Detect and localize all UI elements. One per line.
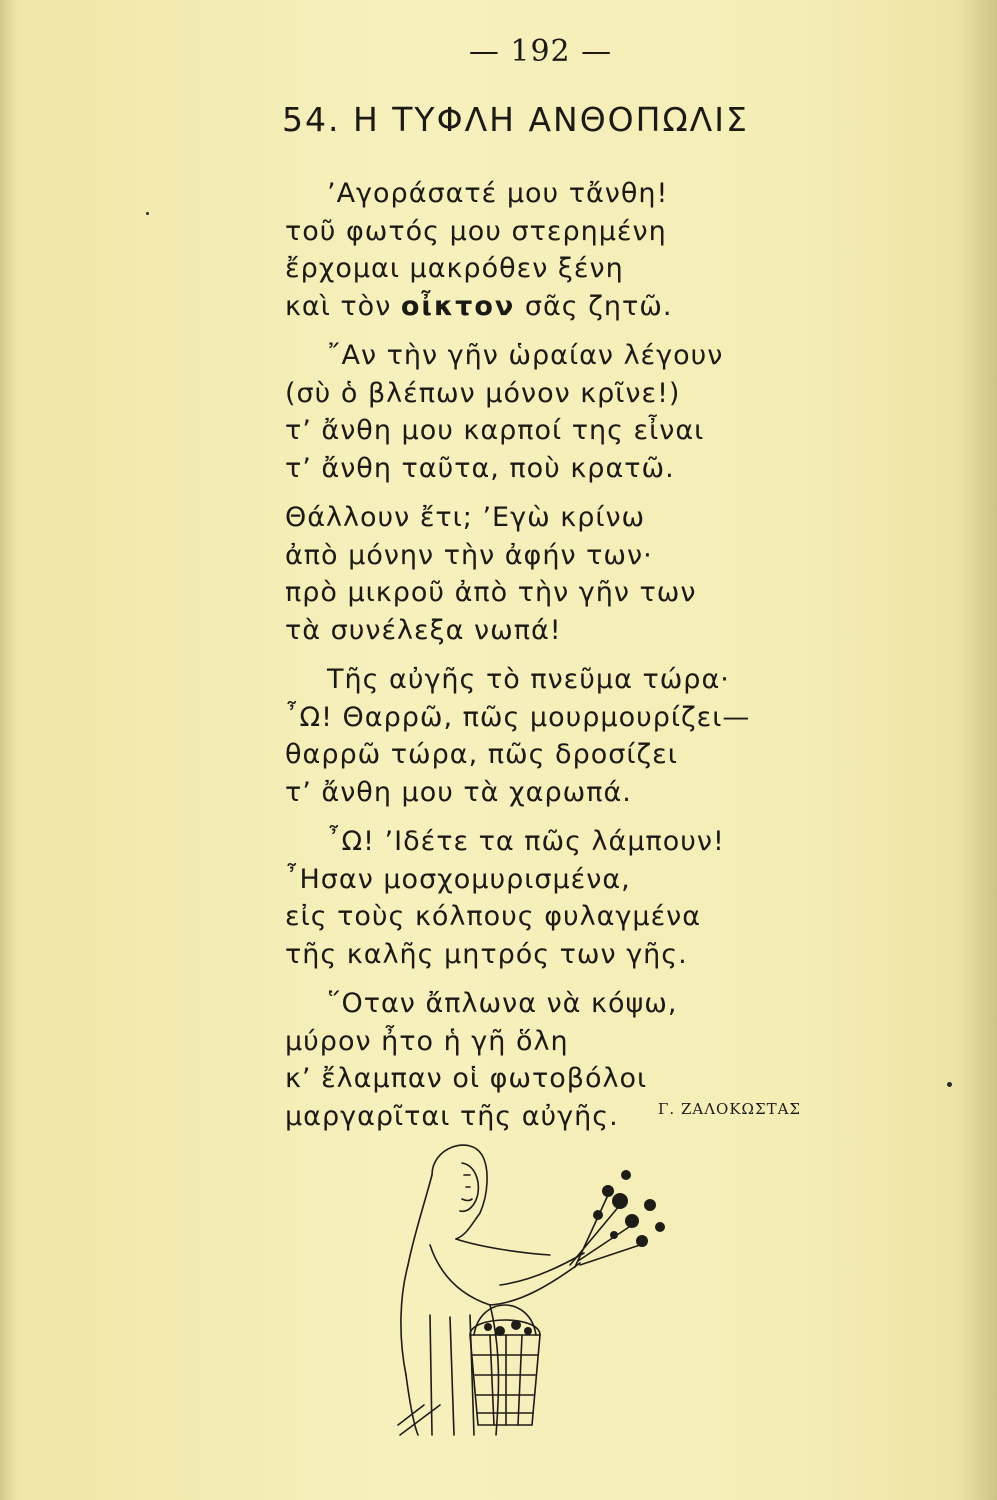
poem-line: τ’ ἄνθη μου τὰ χαρωπά. xyxy=(285,776,632,808)
poem-line xyxy=(285,288,805,326)
flower-seller-illustration xyxy=(370,1135,690,1445)
poem-line: ῏Ω! ’Ιδέτε τα πῶς λάμπουν! xyxy=(327,826,725,857)
margin-mark xyxy=(146,212,149,215)
poem-line: ῏Ω! Θαρρῶ, πῶς μουρμουρίζει— xyxy=(285,701,751,733)
emphasized-word: οἶκτον xyxy=(400,290,516,322)
stanza xyxy=(285,175,805,325)
stanza xyxy=(285,499,805,649)
poem-line: Τῆς αὐγῆς τὸ πνεῦμα τώρα· xyxy=(327,664,730,695)
poem-line: ἀπὸ μόνην τὴν ἀφήν των· xyxy=(285,539,653,571)
poem-title: 54. Η ΤΥΦΛΗ ΑΝΘΟΠΩΛΙΣ xyxy=(282,100,749,139)
page-number: — 192 — xyxy=(468,34,613,69)
poem-line: τῆς καλῆς μητρός των γῆς. xyxy=(285,938,688,970)
stanza xyxy=(285,337,805,487)
poem-line: Θάλλουν ἔτι; ’Εγὼ κρίνω xyxy=(285,502,646,533)
poem-line: ἔρχομαι μακρόθεν ξένη xyxy=(285,253,624,284)
poem-line: τ’ ἄνθη μου καρποί της εἶναι xyxy=(285,415,705,446)
poem-line: ῏Ησαν μοσχομυρισμένα, xyxy=(285,863,631,895)
line-start: καὶ τὸν xyxy=(285,290,401,322)
page-shadow-right xyxy=(957,0,997,1500)
poem-line: εἰς τοὺς κόλπους φυλαγμένα xyxy=(285,901,702,932)
poem-line: ῞Οταν ἄπλωνα νὰ κόψω, xyxy=(327,988,678,1019)
poem-line: πρὸ μικροῦ ἀπὸ τὴν γῆν των xyxy=(285,577,697,608)
poem-line: μαργαρῖται τῆς αὐγῆς. xyxy=(285,1100,619,1132)
stanza xyxy=(285,661,805,811)
line-end: σᾶς ζητῶ. xyxy=(515,290,673,322)
poem-line: ’Αγοράσατέ μου τἄνθη! xyxy=(327,178,669,209)
poem-line: κ’ ἔλαμπαν οἱ φωτοβόλοι xyxy=(285,1063,648,1094)
poem-body xyxy=(285,175,805,1147)
poem-line: (σὺ ὁ βλέπων μόνον κρῖνε!) xyxy=(285,377,681,409)
stanza xyxy=(285,823,805,973)
poem-line: θαρρῶ τώρα, πῶς δροσίζει xyxy=(285,739,678,770)
poem-author: Γ. ΖΑΛΟΚΩΣΤΑΣ xyxy=(658,1100,802,1118)
poem-line: μύρον ἦτο ἡ γῆ ὅλη xyxy=(285,1025,569,1057)
poem-line: τὰ συνέλεξα νωπά! xyxy=(285,614,562,646)
poem-line: τ’ ἄνθη ταῦτα, ποὺ κρατῶ. xyxy=(285,452,675,484)
poem-line: ῎Αν τὴν γῆν ὡραίαν λέγουν xyxy=(327,340,724,371)
margin-mark xyxy=(947,1082,952,1087)
page-shadow-left xyxy=(0,0,18,1500)
poem-line: τοῦ φωτός μου στερημένη xyxy=(285,215,667,247)
